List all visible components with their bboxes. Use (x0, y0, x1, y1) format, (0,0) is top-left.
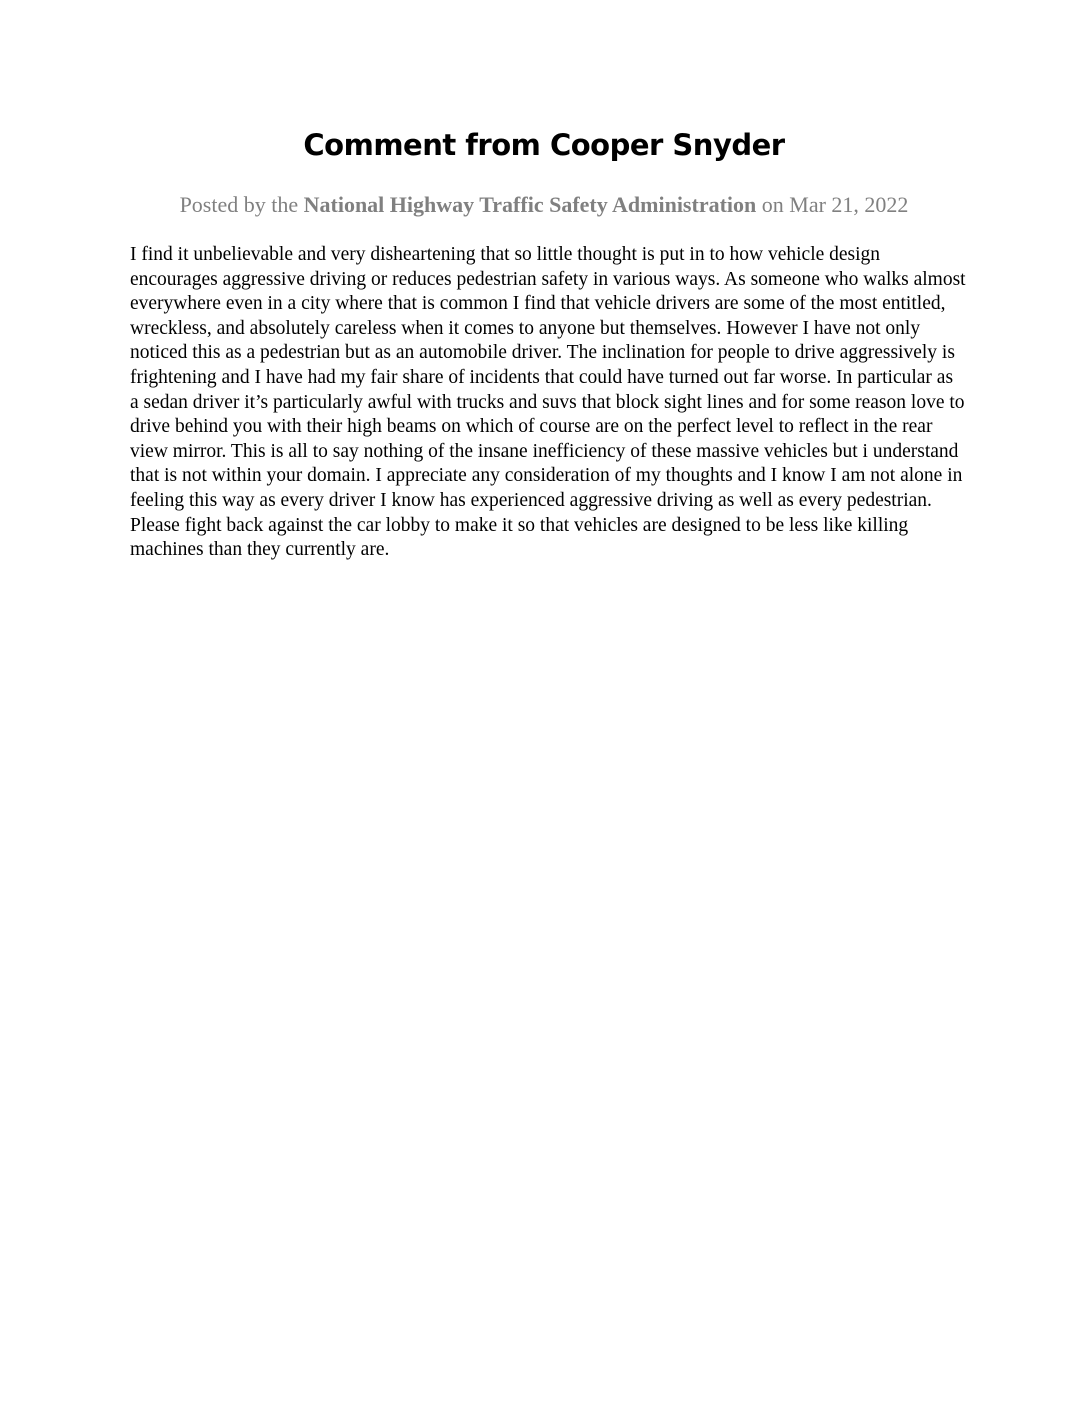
agency-name: National Highway Traffic Safety Administration (303, 192, 757, 217)
posted-by-prefix: Posted by the (179, 192, 304, 217)
posted-by-line (0, 192, 1088, 218)
comment-body: I find it unbelievable and very disheartening that so little thought is put in to how vehicle design encourages aggressive driving or reduces pedestrian safety in various ways. As someone who walks almost everywhere even in a city where that is common I find that vehicle drivers are some of the most entitled, wreckless, and absolutely careless when it comes to anyone but themselves. However I have not only noticed this as a pedestrian but as an automobile driver. The inclination for people to drive aggressively is frightening and I have had my fair share of incidents that could have turned out far worse. In particular as a sedan driver it’s particularly awful with trucks and suvs that block sight lines and for some reason love to drive behind you with their high beams on which of course are on the perfect level to reflect in the rear view mirror. This is all to say nothing of the insane inefficiency of these massive vehicles but i understand that is not within your domain. I appreciate any consideration of my thoughts and I know I am not alone in feeling this way as every driver I know has experienced aggressive driving as well as every pedestrian. Please fight back against the car lobby to make it so that vehicles are designed to be less like killing machines than they currently are. (130, 244, 966, 561)
page-title: Comment from Cooper Snyder (303, 128, 785, 162)
posted-date: on Mar 21, 2022 (756, 192, 909, 217)
